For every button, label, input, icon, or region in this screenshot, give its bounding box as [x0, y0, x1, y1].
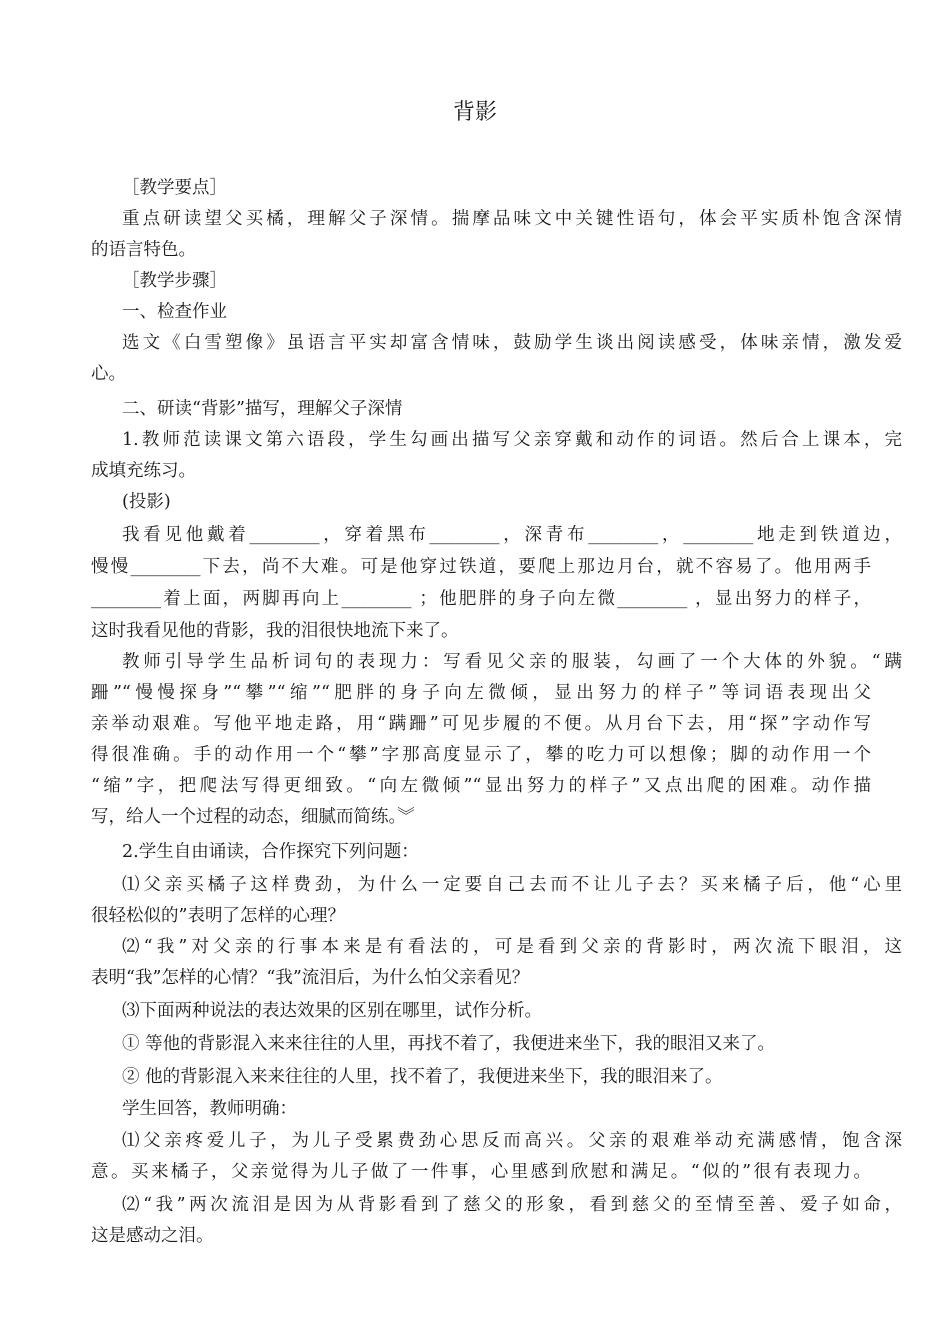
paragraph-line: 成填充练习。: [91, 461, 196, 481]
paragraph-line: 亲举动艰难。写他平地走路，用“蹒跚”可见步履的不便。从月台下去，用“探”字动作写: [91, 714, 871, 734]
paragraph-line: “缩”字，把爬法写得更细致。“向左微倾”“显出努力的样子”又点出爬的困难。动作描: [91, 776, 871, 796]
answer-line: 这是感动之泪。: [91, 1226, 214, 1246]
fill-blank-line: 我看见他戴着________，穿着黑布________，深青布________，________地走到铁道边，: [122, 525, 902, 545]
answer-line: ⑵“我”两次流泪是因为从背影看到了慈父的形象，看到慈父的至情至善、爱子如命，: [122, 1195, 902, 1215]
sentence-option-1: ① 等他的背影混入来来往往的人里，再找不着了，我便进来坐下，我的眼泪又来了。: [122, 1034, 776, 1054]
fill-blank-line: 这时我看见他的背影，我的泪很快地流下来了。: [91, 621, 459, 641]
answer-heading: 学生回答，教师明确：: [122, 1099, 297, 1119]
answer-line: ⑴父亲疼爱儿子，为儿子受累费劲心思反而高兴。父亲的艰难举动充满感情，饱含深: [122, 1131, 902, 1151]
task-heading: 2.学生自由诵读，合作探究下列问题：: [122, 842, 419, 862]
paragraph-line: 的语言特色。: [91, 240, 196, 260]
paragraph-line: 写，给人一个过程的动态，细腻而简练。︾: [91, 807, 415, 827]
question-line: ⑴父亲买橘子这样费劲，为什么一定要自己去而不让儿子去？买来橘子后，他“心里: [122, 875, 902, 895]
question-line: ⑶下面两种说法的表达效果的区别在哪里，试作分析。: [122, 1001, 542, 1021]
fill-blank-line: ________着上面，两脚再向上________ ；他肥胖的身子向左微________ ，显出努力的样子，: [91, 589, 871, 609]
answer-line: 意。买来橘子，父亲觉得为儿子做了一件事，心里感到欣慰和满足。“似的”很有表现力。: [91, 1162, 871, 1182]
paragraph-line: 重点研读望父买橘，理解父子深情。揣摩品味文中关键性语句，体会平实质朴饱含深情: [122, 209, 902, 229]
section-heading-key-points: ［教学要点］: [122, 178, 227, 198]
section-heading-steps: ［教学步骤］: [122, 271, 227, 291]
step-heading-1: 一、检查作业: [122, 302, 227, 322]
paragraph-line: 跚”“慢慢探身”“攀”“缩”“肥胖的身子向左微倾，显出努力的样子”等词语表现出父: [91, 683, 871, 703]
paragraph-line: 心。: [91, 364, 126, 384]
question-line: ⑵“我”对父亲的行事本来是有看法的，可是看到父亲的背影时，两次流下眼泪，这: [122, 937, 902, 957]
paragraph-line: 教师引导学生品析词句的表现力：写看见父亲的服装，勾画了一个大体的外貌。“蹒: [122, 652, 902, 672]
fill-blank-line: 慢慢________下去，尚不大难。可是他穿过铁道，要爬上那边月台，就不容易了。他用两手: [91, 557, 871, 577]
sentence-option-2: ② 他的背影混入来来往往的人里，找不着了，我便进来坐下，我的眼泪来了。: [122, 1067, 723, 1087]
paragraph-line: 1.教师范读课文第六语段，学生勾画出描写父亲穿戴和动作的词语。然后合上课本，完: [122, 430, 902, 450]
page-title: 背影: [452, 100, 497, 125]
projection-label: (投影): [122, 492, 171, 512]
step-heading-2: 二、研读“背影”描写，理解父子深情: [122, 399, 403, 419]
paragraph-line: 选文《白雪塑像》虽语言平实却富含情味，鼓励学生谈出阅读感受，体味亲情，激发爱: [122, 333, 902, 353]
paragraph-line: 得很准确。手的动作用一个“攀”字那高度显示了，攀的吃力可以想像；脚的动作用一个: [91, 745, 871, 765]
question-line: 表明“我”怎样的心情？“我”流泪后，为什么怕父亲看见？: [91, 968, 530, 988]
question-line: 很轻松似的”表明了怎样的心理？: [91, 906, 345, 926]
